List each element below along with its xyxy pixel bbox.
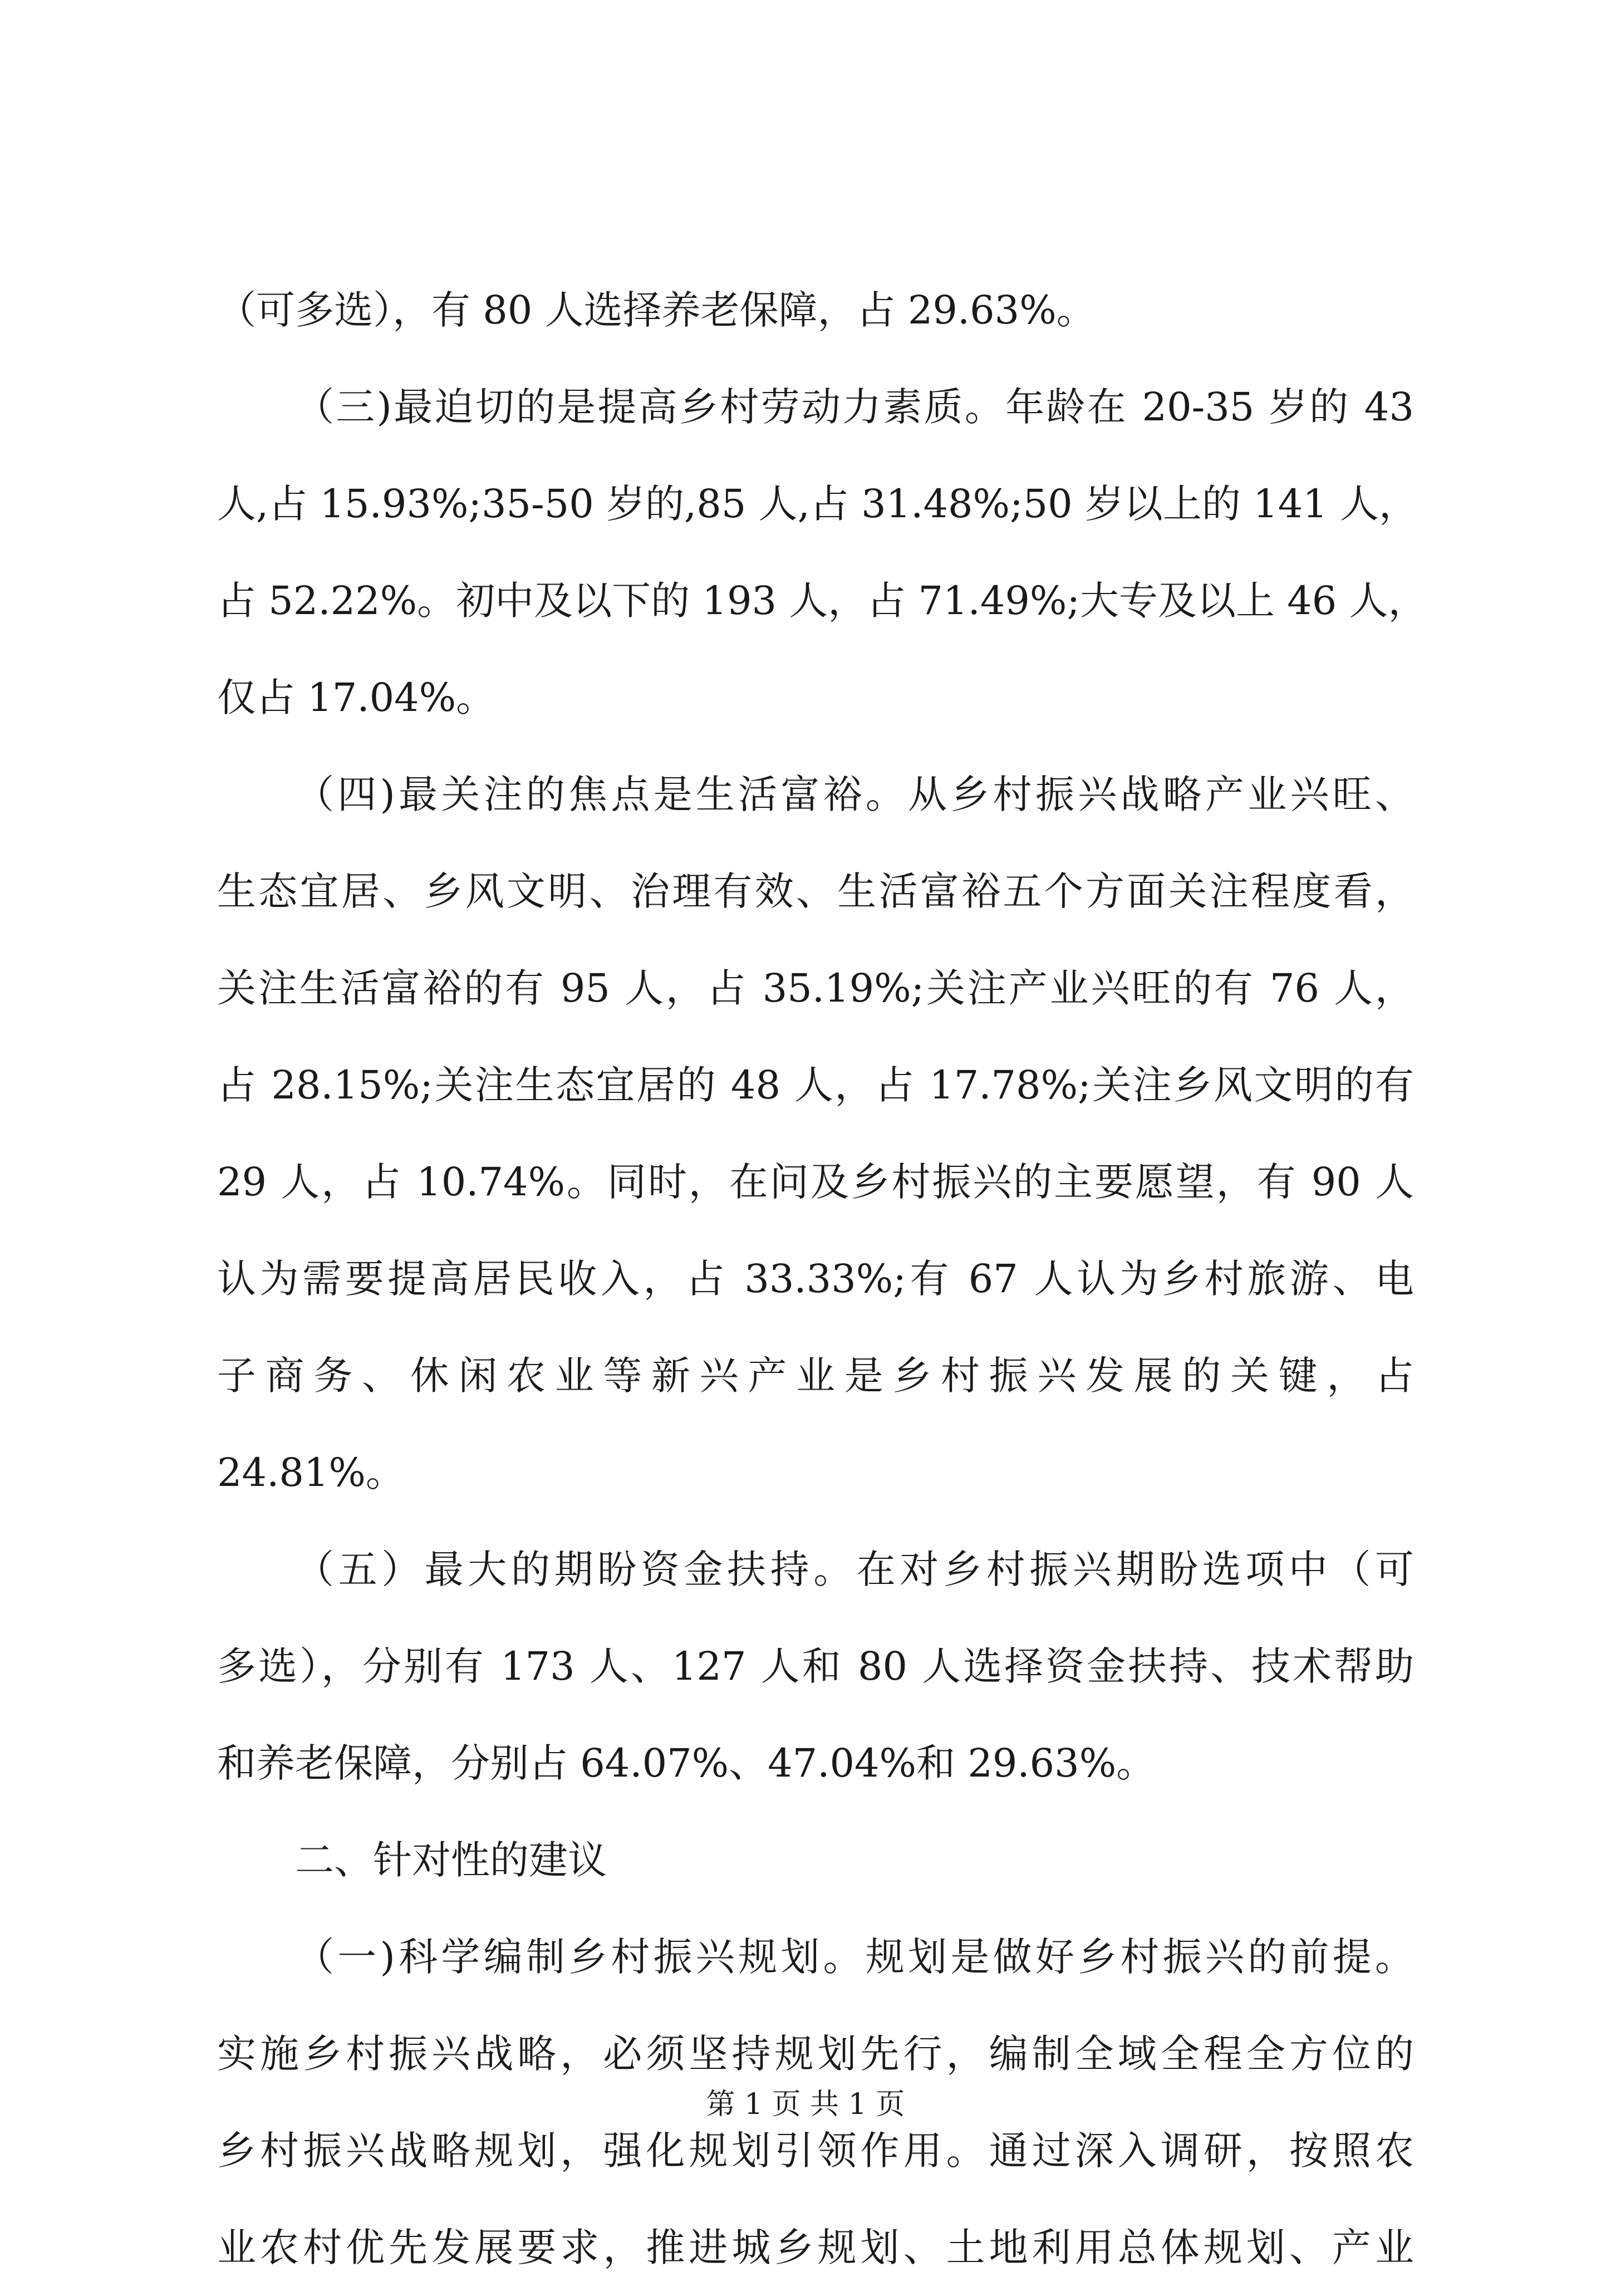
text-line: 乡村振兴战略规划，强化规划引领作用。通过深入调研，按照农 [217,2128,1414,2174]
text-line: 人,占 15.93%;35-50 岁的,85 人,占 31.48%;50 岁以上的 141 人， [217,481,1418,527]
text-line: 认为需要提高居民收入，占 33.33%;有 67 人认为乡村旅游、电 [217,1256,1414,1302]
text-line: （可多选），有 80 人选择养老保障，占 29.63%。 [217,287,1096,333]
text-line: 子商务、休闲农业等新兴产业是乡村振兴发展的关键，占 [217,1353,1414,1399]
document-body [217,262,1427,2296]
text-line: （五）最大的期盼资金扶持。在对乡村振兴期盼选项中（可 [295,1547,1414,1592]
text-line: 占 52.22%。初中及以下的 193 人，占 71.49%;大专及以上 46 人， [217,578,1427,624]
text-line: 业农村优先发展要求，推进城乡规划、土地利用总体规划、产业 [217,2225,1414,2270]
section-heading: 二、针对性的建议 [295,1837,607,1883]
text-line: 实施乡村振兴战略，必须坚持规划先行，编制全域全程全方位的 [217,2031,1414,2077]
text-line: 仅占 17.04%。 [217,675,495,720]
page-footer: 第 1 页 共 1 页 [706,2088,905,2121]
text-line: （一)科学编制乡村振兴规划。规划是做好乡村振兴的前提。 [295,1934,1414,1980]
text-line: （四)最关注的焦点是生活富裕。从乡村振兴战略产业兴旺、 [295,772,1414,817]
text-line: （三)最迫切的是提高乡村劳动力素质。年龄在 20-35 岁的 43 [295,384,1414,430]
text-line: 和养老保障，分别占 64.07%、47.04%和 29.63%。 [217,1740,1156,1786]
text-line: 生态宜居、乡风文明、治理有效、生活富裕五个方面关注程度看， [217,869,1414,914]
text-line: 29 人，占 10.74%。同时，在问及乡村振兴的主要愿望，有 90 人 [217,1159,1414,1205]
text-line: 多选），分别有 173 人、127 人和 80 人选择资金扶持、技术帮助 [217,1643,1414,1689]
text-line: 24.81%。 [217,1450,405,1495]
text-line: 关注生活富裕的有 95 人，占 35.19%;关注产业兴旺的有 76 人， [217,965,1414,1011]
text-line: 占 28.15%;关注生态宜居的 48 人，占 17.78%;关注乡风文明的有 [217,1062,1414,1108]
